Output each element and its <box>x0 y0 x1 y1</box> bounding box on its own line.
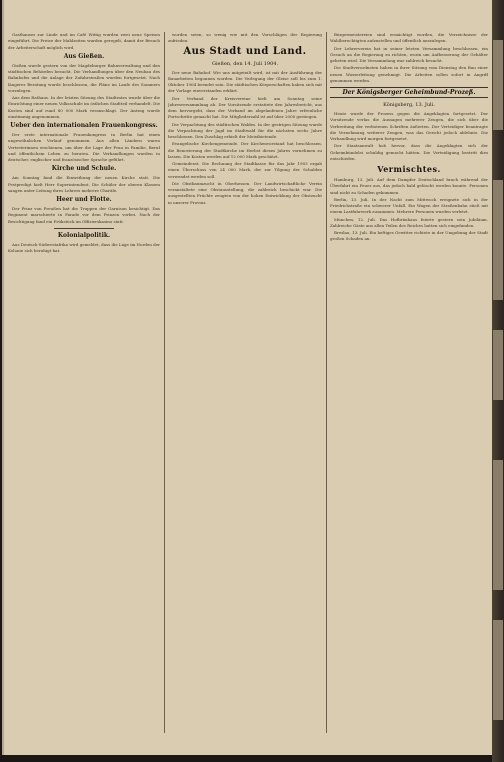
col1-paragraph: Am Sonntag fand die Einweihung der neuen Kirche statt. Die Festpredigt hielt Herr Superintendent. Die Schüler der oberen Klassen sangen unter Leitung ihres Lehrers mehrere Choräle. <box>8 175 160 193</box>
adjacent-page-fragment <box>493 330 503 400</box>
column-1 <box>8 32 160 731</box>
newspaper-page <box>2 0 492 755</box>
col1-heading-1: Aus Gießen. <box>63 52 105 60</box>
adjacent-page-fragment <box>493 620 503 720</box>
col3-section-title: Vermischtes. <box>377 164 441 174</box>
col3-paragraph: Breslau, 13. Juli. Ein heftiges Gewitter richtete in der Umgebung der Stadt großen Schaden an. <box>330 230 488 242</box>
col2-top-text: worden seien, so wenig wie mit den Vorschlägen der Regierung zufrieden. <box>168 32 322 44</box>
col3-paragraph: Der Staatsanwalt hob hervor, dass die Angeklagten sich der Geheimbündelei schuldig gemacht hätten. Die Verteidigung bestritt dies entschieden. <box>330 143 488 161</box>
col1-paragraph: Gießen wurde gestern von der Magdeburger Bahnverwaltung und den städtischen Behörden besucht. Die Verhandlungen über den Neubau des Bahnhofes und die Anlage der Zufuhrstraßen wurden fortgesetzt. Nach längerer Beratung wurde beschlossen, die Pläne im Laufe des Sommers vorzulegen. <box>8 62 160 93</box>
col2-paragraph: Der neue Bahnhof. Wie uns mitgeteilt wird, ist mit der Ausführung der Bauarbeiten begonnen worden. Die Verlegung der Gleise soll bis zum 1. Oktober 1904 beendet sein. Die städtischen Körperschaften haben sich mit der Vorlage einverstanden erklärt. <box>168 69 322 94</box>
col2-section-title: Aus Stadt und Land. <box>183 45 307 57</box>
col2-paragraph: Die Verpachtung des städtischen Waldes. In der gestrigen Sitzung wurde die Verpachtung der Jagd im Stadtwald für die nächsten sechs Jahre beschlossen. Den Zuschlag erhielt der Meistbietende. <box>168 121 322 139</box>
section-divider <box>54 228 115 229</box>
column-2 <box>168 32 322 731</box>
col1-top-text: Gasthauses zur Linde und im Café Wittig wurden zwei neue Speisen eingeführt. Die Preise der Mahlzeiten wurden geregelt, damit der Besuch der Arbeiterschaft möglich wird. <box>8 32 160 50</box>
adjacent-page-fragment <box>493 40 503 130</box>
col3-paragraph: Der Lehrerverein hat in seiner letzten Versammlung beschlossen, ein Gesuch an die Regierung zu richten, worin um Aufbesserung der Gehälter gebeten wird. Die Versammlung war zahlreich besucht. <box>330 45 488 63</box>
column-rule <box>164 32 165 733</box>
col2-paragraph: Die Obstbaumzucht in Oberhessen. Der Landwirtschaftliche Verein veranstaltete eine Obstausstellung, die zahlreich beschickt war. Die ausgestellten Früchte zeugten von der hohen Entwicklung der Obstzucht in unserer Provinz. <box>168 180 322 205</box>
col3-paragraph: Die Stadtverordneten haben in ihrer Sitzung vom Dienstag den Bau einer neuen Wasserleitung genehmigt. Die Arbeiten sollen sofort in Angriff genommen werden. <box>330 65 488 83</box>
col2-paragraph: Evangelische Kirchengemeinde. Der Kirchenvorstand hat beschlossen, die Renovierung der Stadtkirche im Herbst dieses Jahres vornehmen zu lassen. Die Kosten werden auf 12 000 Mark geschätzt. <box>168 141 322 159</box>
col1-heading-3: Kirche und Schule. <box>51 165 117 173</box>
adjacent-page-fragment <box>493 460 503 590</box>
col3-top-text: Bürgermeistereien sind ermächtigt worden, die Verzeichnisse der Wahlberechtigten aufzustellen und öffentlich auszulegen. <box>330 32 488 44</box>
adjacent-page-fragment <box>493 180 503 300</box>
col1-heading-2: Ueber den internationalen Frauenkongress. <box>10 122 158 129</box>
col3-paragraph: München, 12. Juli. Das Hofbräuhaus feierte gestern sein Jubiläum. Zahlreiche Gäste aus allen Teilen des Reiches hatten sich eingefunden. <box>330 216 488 228</box>
adjacent-page-edge <box>492 0 504 762</box>
col2-dateline: Gießen, den 14. Juli 1904. <box>211 60 279 67</box>
col3-boxed-heading: Der Königsberger Geheimbund-Prozeß. <box>330 87 488 98</box>
col1-heading-5: Kolonialpolitik. <box>57 231 111 239</box>
col1-paragraph: Der Prinz von Preußen hat die Truppen der Garnison besichtigt. Das Regiment marschierte in Parade vor dem Prinzen vorbei. Nach der Besichtigung fand ein Frühstück im Offizierskasino statt. <box>8 206 160 224</box>
col3-paragraph: Berlin, 13. Juli. In der Nacht zum Mittwoch ereignete sich in der Friedrichstraße ein schwerer Unfall. Ein Wagen der Straßenbahn stieß mit einem Lastfuhrwerk zusammen. Mehrere Personen wurden verletzt. <box>330 196 488 215</box>
column-3 <box>330 32 488 731</box>
col3-paragraph: Hamburg, 13. Juli. Auf dem Dampfer Deutschland brach während der Überfahrt ein Feuer aus, das jedoch bald gelöscht werden konnte. Personen sind nicht zu Schaden gekommen. <box>330 177 488 195</box>
col2-paragraph: Der Verband der Kreisvereine hielt am Sonntag seine Jahresversammlung ab. Der Vorsitzende erstattete den Jahresbericht, aus dem hervorgeht, dass der Verband im abgelaufenen Jahre erfreuliche Fortschritte gemacht hat. Die Mitgliederzahl ist auf über 2000 gestiegen. <box>168 95 322 120</box>
col2-paragraph: Gemeinderat. Die Rechnung der Stadtkasse für das Jahr 1903 ergab einen Überschuss von 24 000 Mark, der zur Tilgung der Schulden verwendet werden soll. <box>168 161 322 179</box>
page-binding-edge <box>2 0 4 755</box>
col1-paragraph: Aus Deutsch-Südwestafrika wird gemeldet, dass die Lage im Norden der Kolonie sich beruhigt hat. <box>8 241 160 253</box>
col1-heading-4: Heer und Flotte. <box>56 196 112 203</box>
column-rule <box>326 32 327 733</box>
col3-dateline: Königsberg, 13. Juli. <box>383 102 435 108</box>
col1-paragraph: Aus dem Rathaus. In der letzten Sitzung des Stadtrates wurde über die Einrichtung einer neuen Volksschule im östlichen Stadtteil verhandelt. Die Kosten sind auf rund 80 000 Mark veranschlagt. Der Antrag wurde einstimmig angenommen. <box>8 95 160 119</box>
col1-paragraph: Der erste internationale Frauenkongress in Berlin hat einen ungewöhnlichen Verlauf genommen. Aus allen Ländern waren Vertreterinnen erschienen, um über die Lage der Frau in Familie, Beruf und öffentlichem Leben zu beraten. Die Verhandlungen wurden in deutscher, englischer und französischer Sprache geführt. <box>8 132 160 162</box>
col3-paragraph: Heute wurde der Prozess gegen die Angeklagten fortgesetzt. Der Vorsitzende verlas die Aussagen mehrerer Zeugen, die sich über die Verbreitung der verbotenen Schriften äußerten. Der Verteidiger beantragte die Vernehmung weiterer Zeugen, was das Gericht jedoch ablehnte. Die Verhandlung wird morgen fortgesetzt. <box>330 111 488 141</box>
